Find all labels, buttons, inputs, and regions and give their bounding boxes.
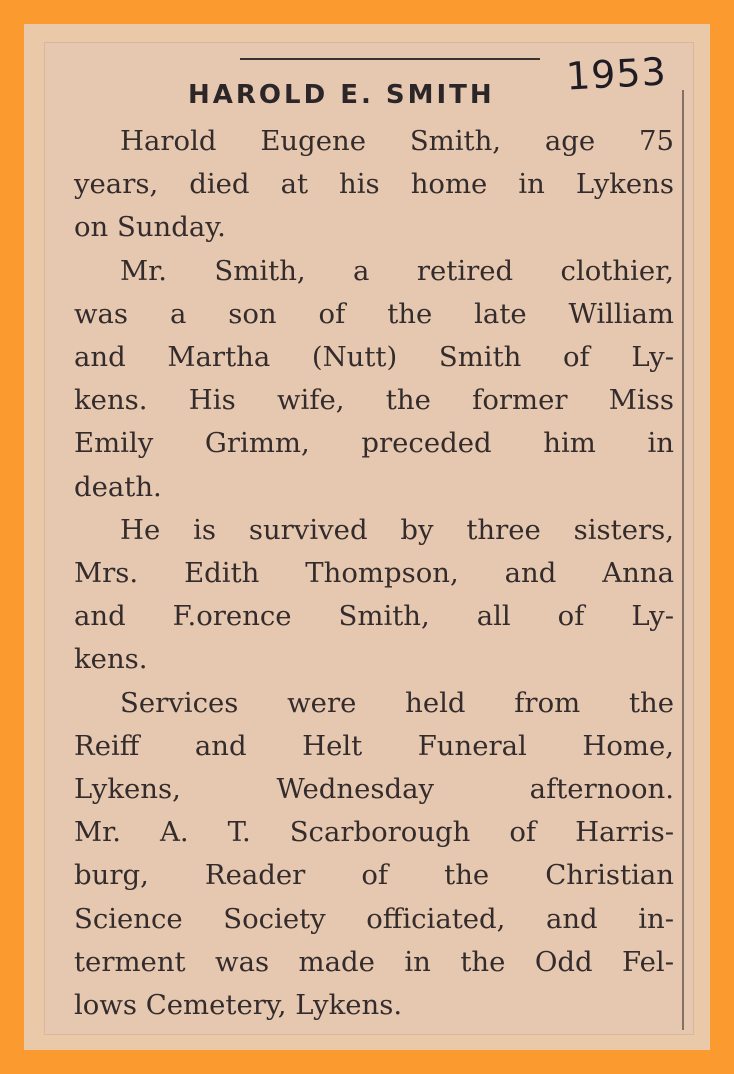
- text-line: and Martha (Nutt) Smith of Ly-: [74, 341, 674, 374]
- text-line: Reiff and Helt Funeral Home,: [74, 729, 674, 762]
- text-line: Mr. A. T. Scarborough of Harris-: [74, 816, 674, 849]
- text-line: He is survived by three sisters,: [120, 513, 674, 546]
- text-line: Mrs. Edith Thompson, and Anna: [74, 557, 674, 590]
- text-line: Services were held from the: [120, 686, 674, 719]
- text-line: Lykens, Wednesday afternoon.: [74, 773, 674, 806]
- text-line: Mr. Smith, a retired clothier,: [120, 254, 674, 287]
- text-line: years, died at his home in Lykens: [74, 168, 674, 201]
- obituary-headline: HAROLD E. SMITH: [188, 80, 495, 110]
- text-line: Emily Grimm, preceded him in: [74, 427, 674, 460]
- text-line: kens. His wife, the former Miss: [74, 384, 674, 417]
- paragraph-3: [74, 509, 674, 682]
- paragraph-1: [74, 120, 674, 250]
- handwritten-year: 1953: [564, 49, 668, 99]
- obituary-body: [74, 120, 674, 1027]
- paragraph-4: [74, 682, 674, 1028]
- text-line: lows Cemetery, Lykens.: [74, 989, 403, 1022]
- text-line: burg, Reader of the Christian: [74, 859, 674, 892]
- text-line: kens.: [74, 643, 148, 676]
- text-line: Harold Eugene Smith, age 75: [120, 125, 674, 157]
- text-line: on Sunday.: [74, 211, 226, 244]
- column-rule: [682, 90, 684, 1030]
- text-line: death.: [74, 470, 162, 503]
- text-line: and F.orence Smith, all of Ly-: [74, 600, 674, 633]
- text-line: was a son of the late William: [74, 297, 674, 330]
- text-line: Science Society officiated, and in-: [74, 902, 674, 935]
- paragraph-2: [74, 250, 674, 509]
- top-rule: [240, 58, 540, 60]
- text-line: terment was made in the Odd Fel-: [74, 945, 674, 978]
